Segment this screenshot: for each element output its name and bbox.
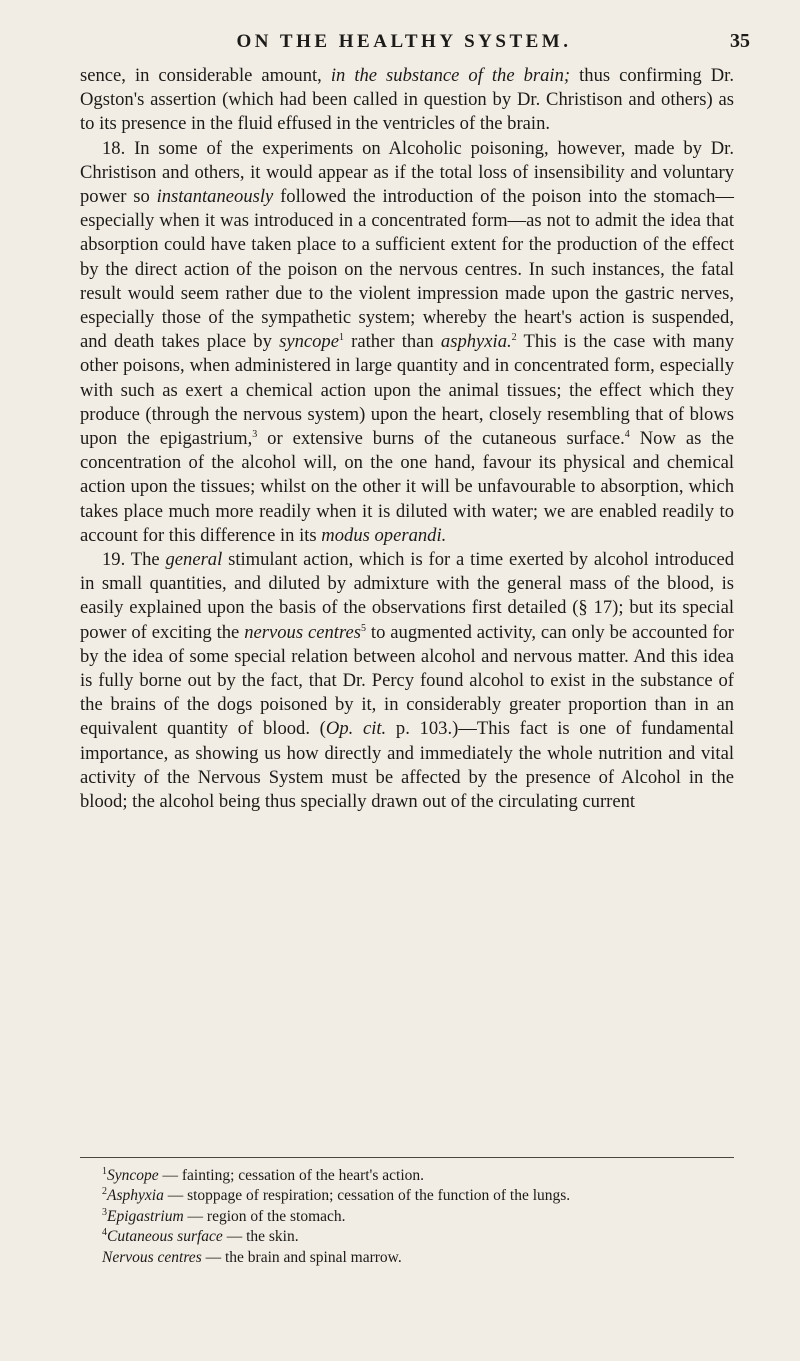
footnote-epigastrium: $^3$Epigastrium — region of the stomach.: [102, 1206, 346, 1225]
paragraph-19: 19. The general stimulant action, which is for a time exerted by alcohol introduced in small quantities, and diluted by admixture with the general mass of the blood, is easily explained upon the basis of the observations first detailed (§ 17); but its special power of exciting the nervous centres$^5$ to augmented activity, can only be accounted for by the idea of some special relation between alcohol and nervous matter. And this idea is fully borne out by the fact, that Dr. Percy found alcohol to exist in the substance of the brains of the dogs poisoned by it, in considerably greater proportion than in an equivalent quantity of blood. (Op. cit. p. 103.)—This fact is one of fundamental importance, as showing us how directly and immediately the whole nutrition and vital activity of the Nervous System must be affected by the presence of Alcohol in the blood; the alcohol being thus specially drawn out of the circulating current: [80, 549, 734, 813]
footnote-asphyxia: $^2$Asphyxia — stoppage of respiration; cessation of the function of the lungs.: [102, 1186, 571, 1205]
footnote-nervous-centres: Nervous centres — the brain and spinal marrow.: [102, 1248, 402, 1266]
footnote-ref-4: 4: [624, 428, 630, 440]
footnote-ref-3: 3: [252, 428, 258, 440]
footnote-ref-5: 5: [361, 622, 367, 634]
page-header: [78, 30, 750, 53]
footnotes: [80, 1166, 734, 1268]
paragraph-18: 18. In some of the experiments on Alcoholic poisoning, however, made by Dr. Christison and others, it would appear as if the total loss of insensibility and voluntary power so instantaneously followed the introduction of the poison into the stomach—especially when it was introduced in a concentrated form—as not to admit the idea that absorption could have taken place to a sufficient extent for the production of the effect by the direct action of the poison on the nervous centres. In such instances, the fatal result would seem rather due to the violent impression made upon the gastric nerves, especially those of the sympathetic system; whereby the heart's action is suspended, and death takes place by syncope$^1$ rather than asphyxia.$^2$ This is the case with many other poisons, when administered in large quantity and in concentrated form, especially with such as exert a chemical action upon the animal tissues; the effect which they produce (through the nervous system) upon the heart, closely resembling that of blows upon the epigastrium,$^3$ or extensive burns of the cutaneous surface.$^4$ Now as the concentration of the alcohol will, on the one hand, favour its physical and chemical action upon the tissues; whilst on the other it will be unfavourable to absorption, which takes place much more readily when it is diluted with water; we are enabled readily to account for this difference in its modus operandi.: [80, 137, 735, 546]
footnote-ref-1: 1: [338, 332, 344, 344]
footnote-syncope: $^1$Syncope — fainting; cessation of the heart's action.: [102, 1165, 424, 1184]
body-text: [80, 64, 734, 814]
footnote-divider: [80, 1157, 734, 1158]
running-title: ON THE HEALTHY SYSTEM.: [236, 31, 572, 52]
page-number: 35: [730, 30, 750, 52]
paragraph-continuation: sence, in considerable amount, in the substance of the brain; thus confirming Dr. Ogston's assertion (which had been called in question by Dr. Christison and others) as to its presence in the fluid effused in the ventricles of the brain.: [80, 65, 734, 135]
footnote-ref-2: 2: [511, 332, 517, 344]
footnote-cutaneous-surface: $^4$Cutaneous surface — the skin.: [102, 1227, 299, 1246]
